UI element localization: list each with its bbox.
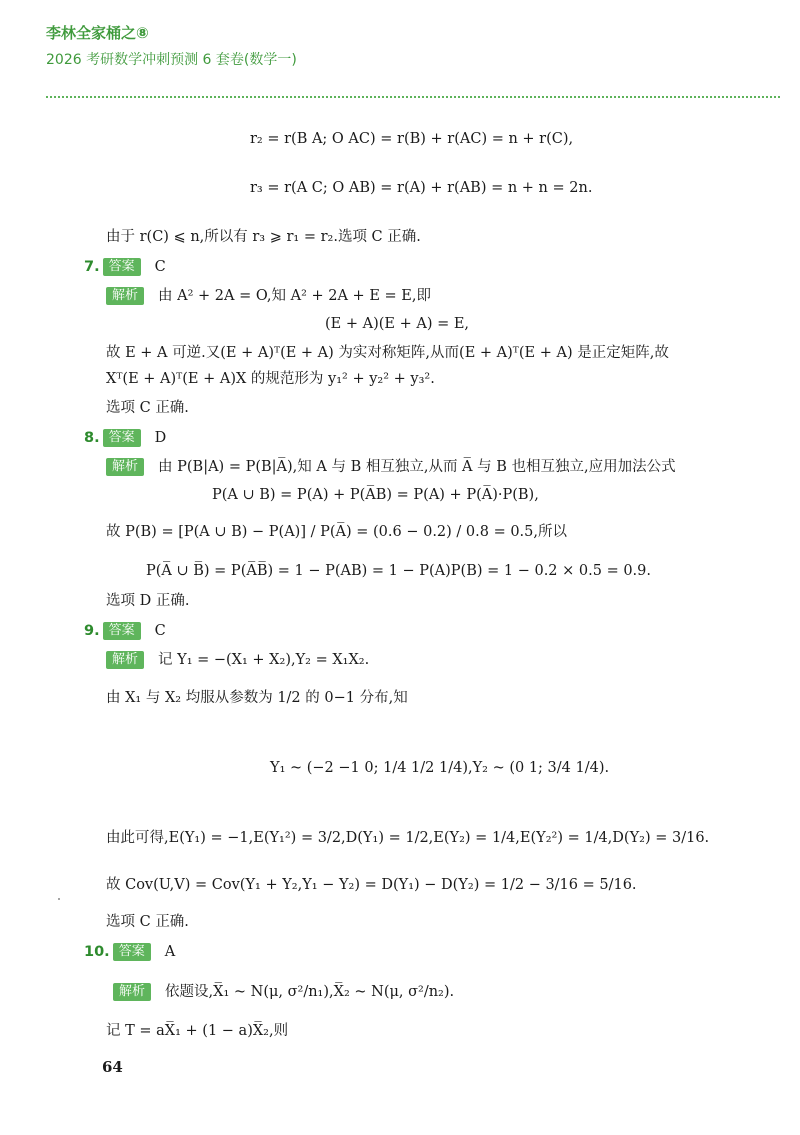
conclusion-q6: 由于 r(C) ⩽ n,所以有 r₃ ⩾ r₁ = r₂.选项 C 正确.	[106, 229, 421, 245]
series-title: 李林全家桶之⑧	[46, 24, 149, 42]
answer-tag: 答案	[103, 429, 141, 447]
text-line: 由 X₁ 与 X₂ 均服从参数为 1/2 的 0−1 分布,知	[106, 690, 408, 706]
answer-value: A	[164, 944, 176, 960]
distribution-formula: Y₁ ~ (−2 −1 0; 1/4 1/2 1/4),Y₂ ~ (0 1; 3/4 1/4).	[270, 760, 610, 776]
question-number: 8.	[84, 430, 100, 446]
answer-tag: 答案	[113, 943, 151, 961]
book-title: 2026 考研数学冲刺预测 6 套卷(数学一)	[46, 52, 297, 68]
answer-tag: 答案	[103, 622, 141, 640]
analysis-row	[106, 458, 676, 476]
answer-value: C	[154, 623, 166, 639]
formula-line: 故 P(B) = [P(A ∪ B) − P(A)] / P(A̅) = (0.6 − 0.2) / 0.8 = 0.5,所以	[106, 524, 568, 540]
analysis-text: 由 P(B|A) = P(B|A̅),知 A 与 B 相互独立,从而 A̅ 与 B 也相互独立,应用加法公式	[158, 459, 676, 475]
formula-line: P(A̅ ∪ B̅) = P(A̅B̅) = 1 − P(AB) = 1 − P(A)P(B) = 1 − 0.2 × 0.5 = 0.9.	[146, 563, 652, 579]
header-divider	[46, 96, 780, 98]
question-number: 10.	[84, 944, 110, 960]
analysis-row	[113, 983, 454, 1001]
conclusion-q7: 选项 C 正确.	[106, 400, 189, 416]
analysis-tag: 解析	[106, 458, 144, 476]
analysis-text: 记 Y₁ = −(X₁ + X₂),Y₂ = X₁X₂.	[158, 652, 370, 668]
analysis-row	[106, 651, 369, 669]
conclusion-q9: 选项 C 正确.	[106, 914, 189, 930]
text-line: Xᵀ(E + A)ᵀ(E + A)X 的规范形为 y₁² + y₂² + y₃².	[106, 371, 435, 387]
scan-speck	[58, 898, 60, 900]
text-line: 故 E + A 可逆.又(E + A)ᵀ(E + A) 为实对称矩阵,从而(E + A)ᵀ(E + A) 是正定矩阵,故	[106, 345, 669, 361]
analysis-row	[106, 287, 431, 305]
analysis-tag: 解析	[106, 651, 144, 669]
formula-line: (E + A)(E + A) = E,	[325, 316, 470, 332]
analysis-tag: 解析	[106, 287, 144, 305]
page-number: 64	[102, 1058, 123, 1076]
answer-value: D	[154, 430, 167, 446]
formula-line: P(A ∪ B) = P(A) + P(A̅B) = P(A) + P(A̅)·P(B),	[212, 487, 539, 503]
analysis-text: 依题设,X̅₁ ~ N(μ, σ²/n₁),X̅₂ ~ N(μ, σ²/n₂).	[165, 984, 455, 1000]
formula-line: 故 Cov(U,V) = Cov(Y₁ + Y₂,Y₁ − Y₂) = D(Y₁) − D(Y₂) = 1/2 − 3/16 = 5/16.	[106, 877, 637, 893]
analysis-tag: 解析	[113, 983, 151, 1001]
question-7-answer-row	[84, 258, 166, 276]
question-number: 7.	[84, 259, 100, 275]
question-9-answer-row	[84, 622, 166, 640]
formula-r3: r₃ = r(A C; O AB) = r(A) + r(AB) = n + n = 2n.	[250, 180, 593, 196]
formula-line: 由此可得,E(Y₁) = −1,E(Y₁²) = 3/2,D(Y₁) = 1/2,E(Y₂) = 1/4,E(Y₂²) = 1/4,D(Y₂) = 3/16.	[106, 830, 710, 846]
formula-r2: r₂ = r(B A; O AC) = r(B) + r(AC) = n + r(C),	[250, 131, 574, 147]
text-line: 记 T = aX̅₁ + (1 − a)X̅₂,则	[106, 1023, 289, 1039]
running-header	[46, 22, 297, 69]
question-8-answer-row	[84, 429, 166, 447]
answer-tag: 答案	[103, 258, 141, 276]
analysis-text: 由 A² + 2A = O,知 A² + 2A + E = E,即	[158, 288, 431, 304]
question-10-answer-row	[84, 943, 175, 961]
conclusion-q8: 选项 D 正确.	[106, 593, 190, 609]
question-number: 9.	[84, 623, 100, 639]
answer-value: C	[154, 259, 166, 275]
